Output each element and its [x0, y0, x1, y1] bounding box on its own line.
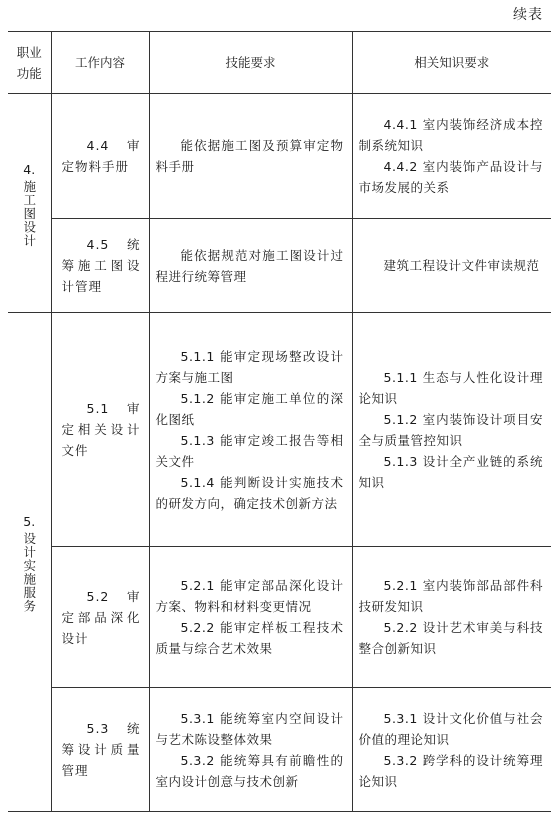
skill-item: 5.2.1 能审定部品深化设计方案、物料和材料变更情况: [155, 578, 344, 614]
knowledge-item: 建筑工程设计文件审读规范: [383, 258, 540, 273]
function-number: 4.: [23, 161, 36, 177]
table-row: [8, 313, 551, 547]
work-content-cell: [51, 313, 149, 547]
function-cell-4: [8, 94, 51, 313]
knowledge-cell: [352, 688, 551, 812]
knowledge-cell: [352, 313, 551, 547]
skill-item: 能依据施工图及预算审定物料手册: [155, 138, 344, 174]
function-name: 设计实施服务: [21, 532, 37, 613]
function-cell-5: [8, 313, 51, 812]
knowledge-item: 5.1.1 生态与人性化设计理论知识: [358, 369, 543, 406]
header-function: [8, 32, 51, 94]
work-content: 4.5 统筹施工图设计管理: [61, 237, 141, 294]
work-content: 5.3 统筹设计质量管理: [61, 721, 141, 778]
table-row: [8, 547, 551, 688]
skill-item: 5.1.4 能判断设计实施技术的研发方向，确定技术创新方法: [155, 474, 344, 511]
knowledge-cell: [352, 219, 551, 313]
knowledge-item: 4.4.2 室内装饰产品设计与市场发展的关系: [358, 159, 543, 195]
header-content: 工作内容: [51, 32, 149, 94]
continued-table-label: 续表: [513, 7, 543, 23]
header-function-line2: 功能: [16, 65, 42, 81]
table-header-row: [8, 32, 551, 94]
work-content-cell: [51, 688, 149, 812]
table-row: [8, 688, 551, 812]
work-content-cell: [51, 94, 149, 219]
work-content-cell: [51, 219, 149, 313]
skill-item: 5.3.1 能统筹室内空间设计与艺术陈设整体效果: [155, 710, 344, 747]
occupational-standard-table: [8, 31, 551, 812]
skill-cell: [149, 94, 352, 219]
work-content: 4.4 审定物料手册: [61, 138, 141, 174]
skill-item: 5.3.2 能统筹具有前瞻性的室内设计创意与技术创新: [155, 752, 344, 789]
knowledge-cell: [352, 94, 551, 219]
skill-item: 能依据规范对施工图设计过程进行统筹管理: [155, 247, 344, 284]
skill-cell: [149, 688, 352, 812]
skill-cell: [149, 547, 352, 688]
knowledge-cell: [352, 547, 551, 688]
work-content-cell: [51, 547, 149, 688]
knowledge-item: 5.3.1 设计文化价值与社会价值的理论知识: [358, 710, 543, 747]
header-skills: 技能要求: [149, 32, 352, 94]
knowledge-item: 5.1.2 室内装饰设计项目安全与质量管控知识: [358, 411, 543, 448]
skill-item: 5.1.2 能审定施工单位的深化图纸: [155, 390, 344, 427]
knowledge-item: 5.3.2 跨学科的设计统筹理论知识: [358, 752, 543, 789]
knowledge-item: 5.2.2 设计艺术审美与科技整合创新知识: [358, 620, 543, 656]
skill-item: 5.1.1 能审定现场整改设计方案与施工图: [155, 348, 344, 385]
skill-item: 5.2.2 能审定样板工程技术质量与综合艺术效果: [155, 620, 344, 656]
knowledge-item: 5.1.3 设计全产业链的系统知识: [358, 453, 543, 490]
skill-cell: [149, 219, 352, 313]
header-function-line1: 职业: [16, 44, 42, 60]
table-row: [8, 219, 551, 313]
knowledge-item: 4.4.1 室内装饰经济成本控制系统知识: [358, 117, 543, 153]
function-number: 5.: [23, 514, 36, 529]
header-knowledge: 相关知识要求: [352, 32, 551, 94]
knowledge-item: 5.2.1 室内装饰部品部件科技研发知识: [358, 578, 543, 614]
table-row: [8, 94, 551, 219]
work-content: 5.1 审定相关设计文件: [61, 401, 141, 458]
skill-item: 5.1.3 能审定竣工报告等相关文件: [155, 432, 344, 469]
skill-cell: [149, 313, 352, 547]
work-content: 5.2 审定部品深化设计: [61, 588, 141, 646]
function-name: 施工图设计: [21, 179, 37, 248]
